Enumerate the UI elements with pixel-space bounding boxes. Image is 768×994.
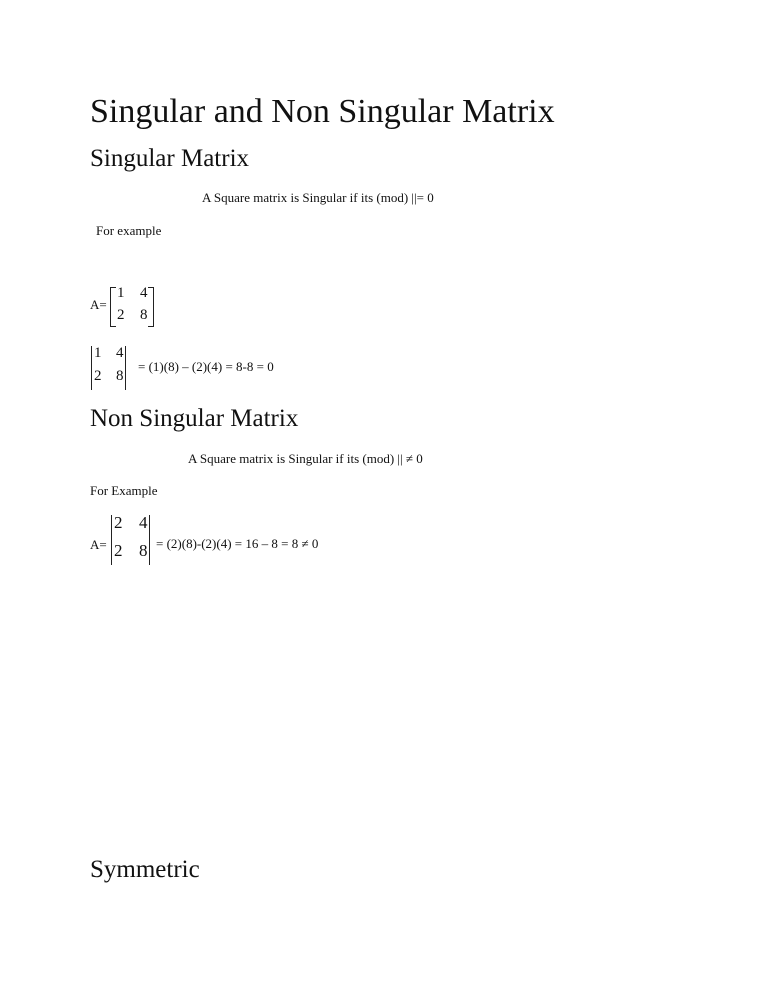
nonsingular-heading: Non Singular Matrix: [90, 405, 299, 432]
page-title: Singular and Non Singular Matrix: [90, 93, 555, 130]
singular-definition: A Square matrix is Singular if its (mod) ||= 0: [202, 190, 434, 205]
nonsingular-example-label: For Example: [90, 483, 158, 498]
document-page: Singular and Non Singular Matrix Singular Matrix A Square matrix is Singular if its (mod) ||= 0 For example A= 1 4 2 8 1 4 2 8 = (1)(8) – (2)(4) = 8-8 = 0 Non Singular Matrix A Square matrix is Singular if its (mod) || ≠ 0 For Example A= 2 4 2 8 = (2)(8)-(2)(4) = 16 – 8 = 8 ≠ 0 Symmetric: [0, 0, 768, 994]
nonsingular-definition: A Square matrix is Singular if its (mod) || ≠ 0: [188, 451, 423, 466]
singular-example-label: For example: [96, 223, 162, 238]
symmetric-heading: Symmetric: [90, 856, 200, 883]
singular-heading: Singular Matrix: [90, 145, 250, 172]
